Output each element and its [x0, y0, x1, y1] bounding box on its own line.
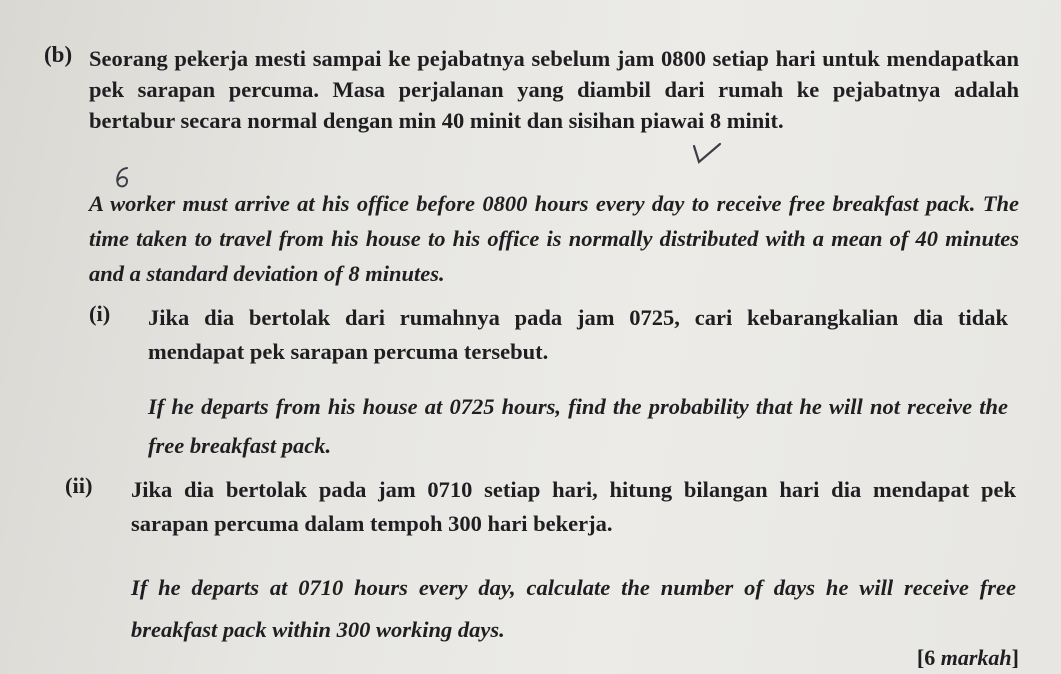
marks-prefix: [6 — [916, 645, 941, 670]
marks-allocation — [917, 645, 1019, 671]
subquestion-ii-label: (ii) — [65, 473, 93, 498]
subquestion-i-label: (i) — [89, 301, 111, 326]
marks-suffix: ] — [1011, 645, 1019, 670]
subquestion-ii-malay: Jika dia bertolak pada jam 0710 setiap hari, hitung bilangan hari dia mendapat pek sarapan percuma dalam tempoh 300 hari bekerja. — [131, 477, 1016, 536]
subquestion-i-malay: Jika dia bertolak dari rumahnya pada jam 0725, cari kebarangkalian dia tidak mendapat pek sarapan percuma tersebut. — [148, 305, 1008, 364]
question-english-text: A worker must arrive at his office before 0800 hours every day to receive free breakfast pack. The time taken to travel from his house to his office is normally distributed with a mean of 40 minutes and a standard deviation of 8 minutes. — [89, 191, 1019, 286]
marks-word: markah — [940, 645, 1012, 670]
subquestion-i-english: If he departs from his house at 0725 hours, find the probability that he will not receive the free breakfast pack. — [148, 394, 1008, 458]
question-malay-text: Seorang pekerja mesti sampai ke pejabatnya sebelum jam 0800 setiap hari untuk mendapatkan pek sarapan percuma. Masa perjalanan yang diambil dari rumah ke pejabatnya adalah bertabur secara normal dengan min 40 minit dan sisihan piawai 8 minit. — [89, 46, 1019, 133]
part-label: (b) — [44, 42, 73, 67]
handwritten-tick-mark — [690, 140, 724, 166]
subquestion-ii-english: If he departs at 0710 hours every day, calculate the number of days he will receive free breakfast pack within 300 working days. — [131, 575, 1016, 642]
